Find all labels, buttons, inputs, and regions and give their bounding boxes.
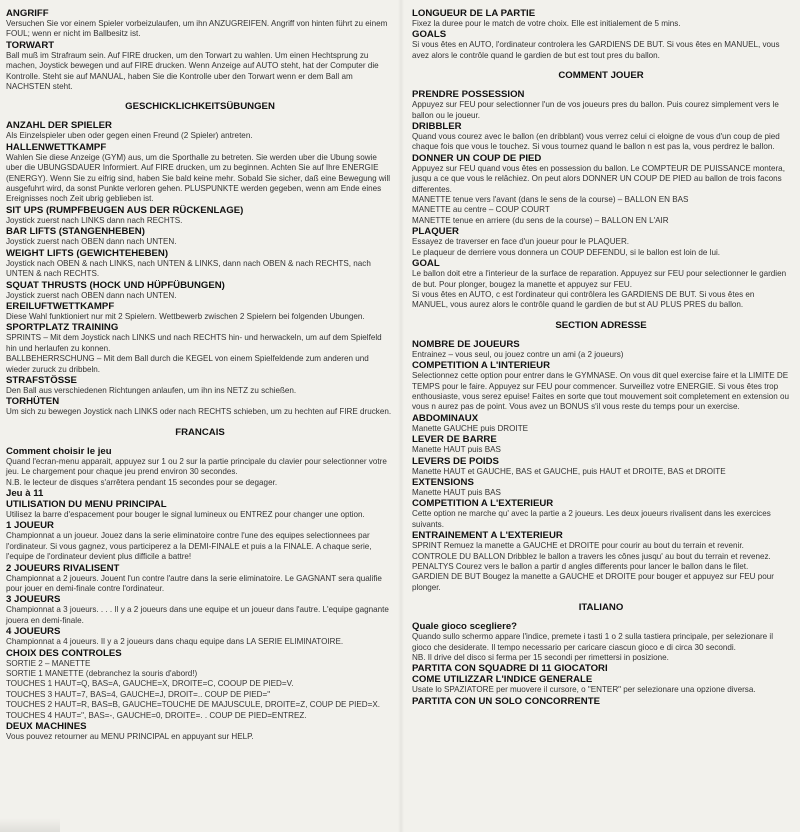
heading: PRENDRE POSSESSION — [412, 89, 525, 101]
heading: ABDOMINAUX — [412, 412, 479, 424]
heading: SPORTPLATZ TRAINING — [6, 322, 119, 334]
page-fold-shadow — [398, 0, 404, 832]
heading: SQUAT THRUSTS (HOCK UND HÜPFÜBUNGEN) — [6, 279, 225, 291]
paragraph: Fixez la duree pour le match de votre choix. Elle est initialement de 5 mins. — [412, 19, 681, 28]
heading: COMPETITION A L'EXTERIEUR — [412, 498, 554, 510]
paragraph: SORTIE 2 – MANETTE SORTIE 1 MANETTE (debranchez la souris d'abord!) TOUCHES 1 HAUT=Q, BAS=A, GAUCHE=X, DROITE=C, COOUP DE PIED=V. TOUCHES 3 HAUT=7, BAS=4, GAUCHE=J, DROIT=.. COUP DE PIED=" TOUCHES 2 HAUT=R, BAS=B, GAUCHE=TOUCHE DE MAJUSCULE, DROITE=Z, COUP DE PIED=X. TOUCHES 4 HAUT=", BAS=-, GAUCHE=0, DROITE=. . COUP DE PIED=ENTREZ. — [6, 658, 380, 720]
heading: ANZAHL DER SPIELER — [6, 120, 112, 132]
paragraph: Championnat a 2 joueurs. Jouent l'un contre l'autre dans la serie eliminatoire. Le GAGNANT sera qualifie pour jouer en demi-finale contre l'ordinateur. — [6, 573, 382, 593]
paragraph: Selectionnez cette option pour entrer dans le GYMNASE. On vous dit quel exercise faire et la LIMITE DE TEMPS pour le faire. Appuyez sur FEU pour commencer. Surveillez votre ENERGIE. Si vous êtes trop enthousiaste, vous serez epuise! Faites en sorte que tout mouvement soit completement en extension ou vous n aurez pas de point. Vous avez un BONUS s'il vous reste du temps pour un exercise. — [412, 371, 790, 412]
paragraph: Um sich zu bewegen Joystick nach LINKS oder nach RECHTS schieben, um zu hechten auf FIRE drucken. — [6, 407, 392, 417]
paragraph: Utilisez la barre d'espacement pour bouger le signal lumineux ou ENTREZ pour changer une option. — [6, 509, 365, 519]
right-column — [412, 8, 790, 707]
heading: LEVER DE BARRE — [412, 434, 497, 446]
paragraph: Cette option ne marche qu' avec la partie a 2 joueurs. Les deux joueurs rivalisent dans les exercices suivants. — [412, 509, 771, 529]
heading: HALLENWETTKAMPF — [6, 141, 107, 153]
heading: UTILISATION DU MENU PRINCIPAL — [6, 498, 167, 510]
heading: STRAFSTÖSSE — [6, 374, 77, 386]
left-column — [6, 8, 394, 742]
section-title: GESCHICKLICHKEITSÜBUNGEN — [125, 101, 275, 113]
paragraph: Joystick nach OBEN & nach LINKS, nach UNTEN & LINKS, dann nach OBEN & nach RECHTS, nach UNTEN & nach RECHTS. — [6, 258, 371, 279]
heading: PARTITA CON UN SOLO CONCORRENTE — [412, 695, 600, 707]
heading: COMPETITION A L'INTERIEUR — [412, 360, 551, 372]
paragraph: Quand l'ecran-menu apparait, appuyez sur 1 ou 2 sur la partie principale du clavier pour selectionner votre jeu. Le chargement pour chaque jeu prend environ 30 secondes. N.B. le lecteur de disques s'arrêtera pendant 15 secondes pour se degager. — [6, 456, 387, 487]
paragraph: Manette HAUT et GAUCHE, BAS et GAUCHE, puis HAUT et DROITE, BAS et DROITE — [412, 466, 726, 476]
heading: DEUX MACHINES — [6, 721, 87, 733]
paragraph: Manette HAUT puis BAS — [412, 487, 501, 497]
heading: Quale gioco scegliere? — [412, 621, 518, 633]
heading: EREILUFTWETTKAMPF — [6, 300, 115, 312]
paragraph: Quando sullo schermo appare l'indice, premete i tasti 1 o 2 sulla tastiera principale, per selezionare il gioco che desiderate. Il tempo necessario per caricare ciascun gioco e di circa 30 secondi. NB. Il drive del disco si ferma per 15 secondi per rimettersi in posizione. — [412, 632, 774, 663]
paragraph: Le ballon doit etre a l'interieur de la surface de reparation. Appuyez sur FEU pour selectionner le gardien de but. Pour plonger, bougez la manette et appuyez sur FEU. Si vous êtes en AUTO, c est l'ordinateur qui contrôlera les GARDIENS DE BUT. Si vous êtes en MANUEL, vous aurez alors le contrôle quand le gardien de but st AU PLUS PRES du ballon. — [412, 269, 787, 310]
heading: TORWART — [6, 39, 55, 51]
heading: PLAQUER — [412, 226, 459, 238]
heading: PARTITA CON SQUADRE DI 11 GIOCATORI — [412, 663, 608, 675]
paragraph: Ball muß im Strafraum sein. Auf FIRE drucken, um den Torwart zu wahlen. Um einen Hechtsprung zu machen, Joystick bewegen und auf FIRE drucken. Wenn Anzeige auf AUTO steht, hat der Computer die Kontrolle. Steht sie auf MANUAL, haben Sie die Kontrolle uber den Torwart wenn er dem Ball am NACHSTEN steht. — [6, 50, 379, 92]
page-corner-shadow — [0, 818, 60, 832]
paragraph: SPRINT Remuez la manette a GAUCHE et DROITE pour courir au bout du terrain et revenir. CONTROLE DU BALLON Dribblez le ballon a travers les cônes jusqu' au bout du terrain et revenez. PENALTYS Courez vers le ballon a partir d angles differents pour lancer le ballon dans le filet. GARDIEN DE BUT Bougez la manette a GAUCHE et DROITE pour bouger et appuyez sur FEU pour plonger. — [412, 541, 774, 592]
heading: BAR LIFTS (STANGENHEBEN) — [6, 226, 145, 238]
paragraph: Den Ball aus verschiedenen Richtungen anlaufen, um ihn ins NETZ zu schießen. — [6, 385, 297, 395]
paragraph: Entrainez – vous seul, ou jouez contre un ami (a 2 joueurs) — [412, 349, 624, 359]
heading: DONNER UN COUP DE PIED — [412, 152, 542, 164]
heading: LONGUEUR DE LA PARTIE — [412, 8, 536, 19]
paragraph: Championnat a 4 joueurs. Il y a 2 joueurs dans chaqu equipe dans LA SERIE ELIMINATOIRE. — [6, 637, 344, 647]
paragraph: Joystick zuerst nach LINKS dann nach RECHTS. — [6, 215, 183, 225]
paragraph: Si vous êtes en AUTO, l'ordinateur controlera les GARDIENS DE BUT. Si vous êtes en MANUEL, vous avez alors le contrôle quand le gardien de but est tout pres du ballon. — [412, 40, 780, 60]
paragraph: Championnat a un joueur. Jouez dans la serie eliminatoire contre l'une des equipes selectionnees par l'ordinateur. Si vous gagnez, vous participerez a la DEMI-FINALE et puis a la FINALE. A chaque serie, l'equipe de l'ordinateur devient plus difficile a battre! — [6, 531, 372, 562]
heading: 3 JOUEURS — [6, 594, 61, 606]
heading: GOAL — [412, 258, 440, 270]
heading: 1 JOUEUR — [6, 520, 54, 532]
heading: DRIBBLER — [412, 121, 462, 133]
section-title: COMMENT JOUER — [558, 70, 644, 82]
heading: Comment choisir le jeu — [6, 445, 112, 457]
heading: ANGRIFF — [6, 8, 49, 19]
heading: EXTENSIONS — [412, 476, 474, 488]
heading: 4 JOUEURS — [6, 626, 61, 638]
paragraph: Joystick zuerst nach OBEN dann nach UNTEN. — [6, 290, 177, 300]
paragraph: Diese Wahl funktioniert nur mit 2 Spielern. Wettbewerb zwischen 2 Spielern bei folgenden Ubungen. — [6, 311, 365, 321]
heading: LEVERS DE POIDS — [412, 455, 499, 467]
paragraph: Quand vous courez avec le ballon (en dribblant) vous verrez celui ci eloigne de vous d'un coup de pied chaque fois que vous le touchez. Si vous tournez quand le ballon n est pas la, vous perdrez le ballon. — [412, 132, 780, 152]
paragraph: Wahlen Sie diese Anzeige (GYM) aus, um die Sporthalle zu betreten. Sie werden uber die Ubung sowie uber die UBUNGSDAUER Informiert. Auf FIRE drucken, um zu beginnen. Achten Sie auf Ihre ENERGIE (ENERGY). Wenn Sie zu eifrig sind, haben Sie bald keine mehr. Sobald Sie sicher, daß eine Bewegung will ausgefuhrt wird, da sonst Punkte verloren gehen. PLUSPUNKTE werden gegeben, wenn am Ende eines Ereignisses noch Zeit ubrig geblieben ist. — [6, 152, 391, 204]
section-title: ITALIANO — [578, 602, 624, 614]
paragraph: Als Einzelspieler uben oder gegen einen Freund (2 Spieler) antreten. — [6, 131, 253, 141]
heading: WEIGHT LIFTS (GEWICHTEHEBEN) — [6, 247, 169, 259]
heading: GOALS — [412, 29, 447, 41]
paragraph: Appuyez sur FEU pour selectionner l'un de vos joueurs pres du ballon. Puis courez simplement vers le ballon ou le joueur. — [412, 100, 779, 120]
heading: Jeu à 11 — [6, 487, 44, 499]
heading: ENTRAINEMENT A L'EXTERIEUR — [412, 530, 563, 542]
section-title: FRANCAIS — [175, 426, 225, 438]
paragraph: Vous pouvez retourner au MENU PRINCIPAL en appuyant sur HELP. — [6, 732, 254, 742]
paragraph: Manette HAUT puis BAS — [412, 445, 501, 455]
heading: NOMBRE DE JOUEURS — [412, 338, 520, 350]
paragraph: Championnat a 3 joueurs. . . . Il y a 2 joueurs dans une equipe et un joueur dans l'autre. L'equipe gagnante jouera en demi-finale. — [6, 605, 389, 625]
paragraph: Essayez de traverser en face d'un joueur pour le PLAQUER. Le plaqueur de derriere vous donnera un COUP DEFENDU, si le ballon est loin de lui. — [412, 237, 721, 257]
heading: TORHÜTEN — [6, 396, 60, 408]
heading: 2 JOUEURS RIVALISENT — [6, 562, 120, 574]
paragraph: Usate lo SPAZIATORE per muovere il cursore, o "ENTER" per selezionare una opzione diversa. — [412, 685, 756, 695]
heading: COME UTILIZZAR L'INDICE GENERALE — [412, 674, 593, 686]
heading: CHOIX DES CONTROLES — [6, 647, 122, 659]
section-title: SECTION ADRESSE — [555, 319, 647, 331]
paragraph: SPRINTS – Mit dem Joystick nach LINKS und nach RECHTS hin- und herwackeln, um auf dem Spielfeld hin und herlaufen zu konnen. BALLBEHERRSCHUNG – Mit dem Ball durch die KEGEL von einem Spielfeldende zum anderen und wieder zuruck zu dribbeln. — [6, 333, 382, 374]
paragraph: Versuchen Sie vor einem Spieler vorbeizulaufen, um ihn ANZUGREIFEN. Angriff von hinten führt zu einem FOUL; wenn er nicht im Ballbesitz ist. — [6, 19, 388, 39]
paragraph: Manette GAUCHE puis DROITE — [412, 423, 529, 433]
paragraph: Joystick zuerst nach OBEN dann nach UNTEN. — [6, 237, 177, 247]
heading: SIT UPS (RUMPFBEUGEN AUS DER RÜCKENLAGE) — [6, 204, 244, 216]
paragraph: Appuyez sur FEU quand vous êtes en possession du ballon. Le COMPTEUR DE PUISSANCE montera, jusqu a ce que vous le relâchiez. On peut alors DONNER UN COUP DE PIED au ballon de trois facons differentes. MANETTE tenue vers l'avant (dans le sens de la course) – BALLON EN BAS MANETTE au centre – COUP COURT MANETTE tenue en arriere (du sens de la course) – BALLON EN L'AIR — [412, 163, 785, 225]
